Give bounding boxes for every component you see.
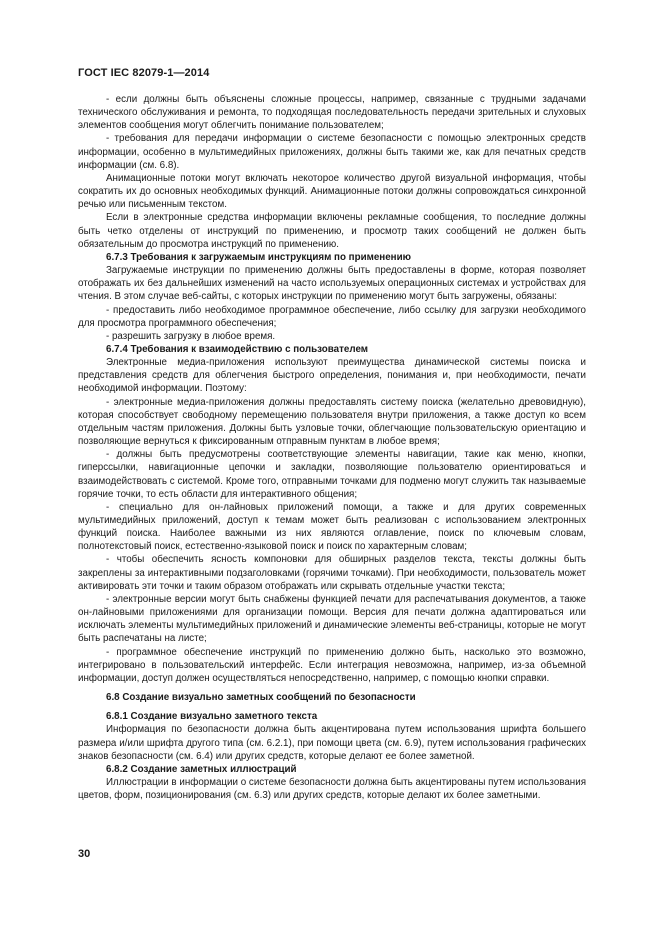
list-item: - разрешить загрузку в любое время. [106,330,276,342]
list-item: - если должны быть объяснены сложные процессы, например, связанные с трудными задачами технического обслуживания и ремонта, то подходящая последовательность передачи зрительных и слуховых элементов сообщения могут облегчить понимание пользователем; [78,94,586,132]
document-header-code: ГОСТ IEC 82079-1—2014 [78,67,210,79]
page-number: 30 [78,848,91,860]
list-item: - специально для он-лайновых приложений помощи, а также и для других современных мультимедийных приложений, доступ к темам может быть реализован с использованием электронных функций поиска. Наиболее важными из них являются оглавление, поиск по ключевым словам, полнотекстовый поиск, естественно-языковой поиск и поиск по характерным словам; [78,501,586,553]
document-body [78,93,586,802]
list-item: - электронные медиа-приложения должны предоставлять систему поиска (желательно древовидную), которая способствует свободному перемещению пользователя внутри приложения, а также доступ ко всем отдельным частям приложения. Должны быть узловые точки, облегчающие пользовательскую ориентацию и позволяющие вернуться к фиксированным отправным пунктам в любое время; [78,396,586,448]
body-paragraph: Если в электронные средства информации включены рекламные сообщения, то последние должны быть четко отделены от инструкций по применению, и просмотр таких сообщений не должен быть обязательным до просмотра инструкций по применению. [78,212,586,250]
body-paragraph: Иллюстрации в информации о системе безопасности должна быть акцентированы путем использования цветов, форм, позиционирования (см. 6.3) или других средств, которые делают их более заметными. [78,776,586,802]
list-item: - должны быть предусмотрены соответствующие элементы навигации, такие как меню, кнопки, гиперссылки, навигационные цепочки и закладки, позволяющие пользователю ориентироваться и взаимодействовать с системой. Кроме того, отправными точками для подменю могут служить так называемые горячие точки, то есть области для интерактивного общения; [78,449,586,500]
list-item: - предоставить либо необходимое программное обеспечение, либо ссылку для загрузки необходимого для просмотра программного обеспечения; [78,304,586,329]
body-paragraph: Загружаемые инструкции по применению должны быть предоставлены в форме, которая позволяет отображать их без дальнейших изменений на часто используемых операционных системах и устройствах для чтения. В этом случае веб-сайты, с которых инструкции по применению могут быть загружены, обязаны: [78,265,586,303]
section-heading-6-8: 6.8 Создание визуально заметных сообщений по безопасности [106,692,416,704]
subsection-heading-6-7-3: 6.7.3 Требования к загружаемым инструкциям по применению [106,251,411,263]
body-paragraph: Анимационные потоки могут включать некоторое количество другой визуальной информация, чтобы сократить их до основных необходимых функций. Анимационные потоки должны сопровождаться синхронной речью или письменным текстом. [78,172,586,211]
subsection-heading-6-8-1: 6.8.1 Создание визуально заметного текста [106,711,318,723]
list-item: - чтобы обеспечить ясность компоновки для обширных разделов текста, тексты должны быть закреплены за интерактивными подзаголовками (горячими точками). При необходимости, пользователь может активировать эти точки и таким образом отображать или скрывать отдельные участки текста; [78,554,586,592]
body-paragraph: Информация по безопасности должна быть акцентирована путем использования шрифта большего размера и/или шрифта другого типа (см. 6.2.1), при помощи цвета (см. 6.9), путем использования графических знаков безопасности (см. 6.4) или других средств, которые делают ее более заметной. [78,724,586,762]
list-item: - программное обеспечение инструкций по применению должно быть, насколько это возможно, интегрировано в пользовательский интерфейс. Если интеграция невозможна, например, из-за объемной информации, доступ должен осуществляться непосредственно, например, с помощью кнопки справки. [78,646,586,684]
list-item: - электронные версии могут быть снабжены функцией печати для распечатывания документов, а также он-лайновыми приложениями для организации помощи. Версия для печати должна адаптироваться или исключать элементы мультимедийных приложений и динамические элементы веб-страницы, которые не могут быть распечатаны на листе; [78,593,586,645]
subsection-heading-6-7-4: 6.7.4 Требования к взаимодействию с пользователем [106,343,369,355]
body-paragraph: Электронные медиа-приложения используют преимущества динамической системы поиска и представления средств для облегчения быстрого определения, понимания и, при необходимости, печати необходимой информации. Поэтому: [78,357,586,395]
subsection-heading-6-8-2: 6.8.2 Создание заметных иллюстраций [106,763,297,775]
list-item: - требования для передачи информации о системе безопасности с помощью электронных средств информации, особенно в мультимедийных приложениях, должны быть такими же, как для печатных средств информации (см. 6.8). [78,133,586,171]
